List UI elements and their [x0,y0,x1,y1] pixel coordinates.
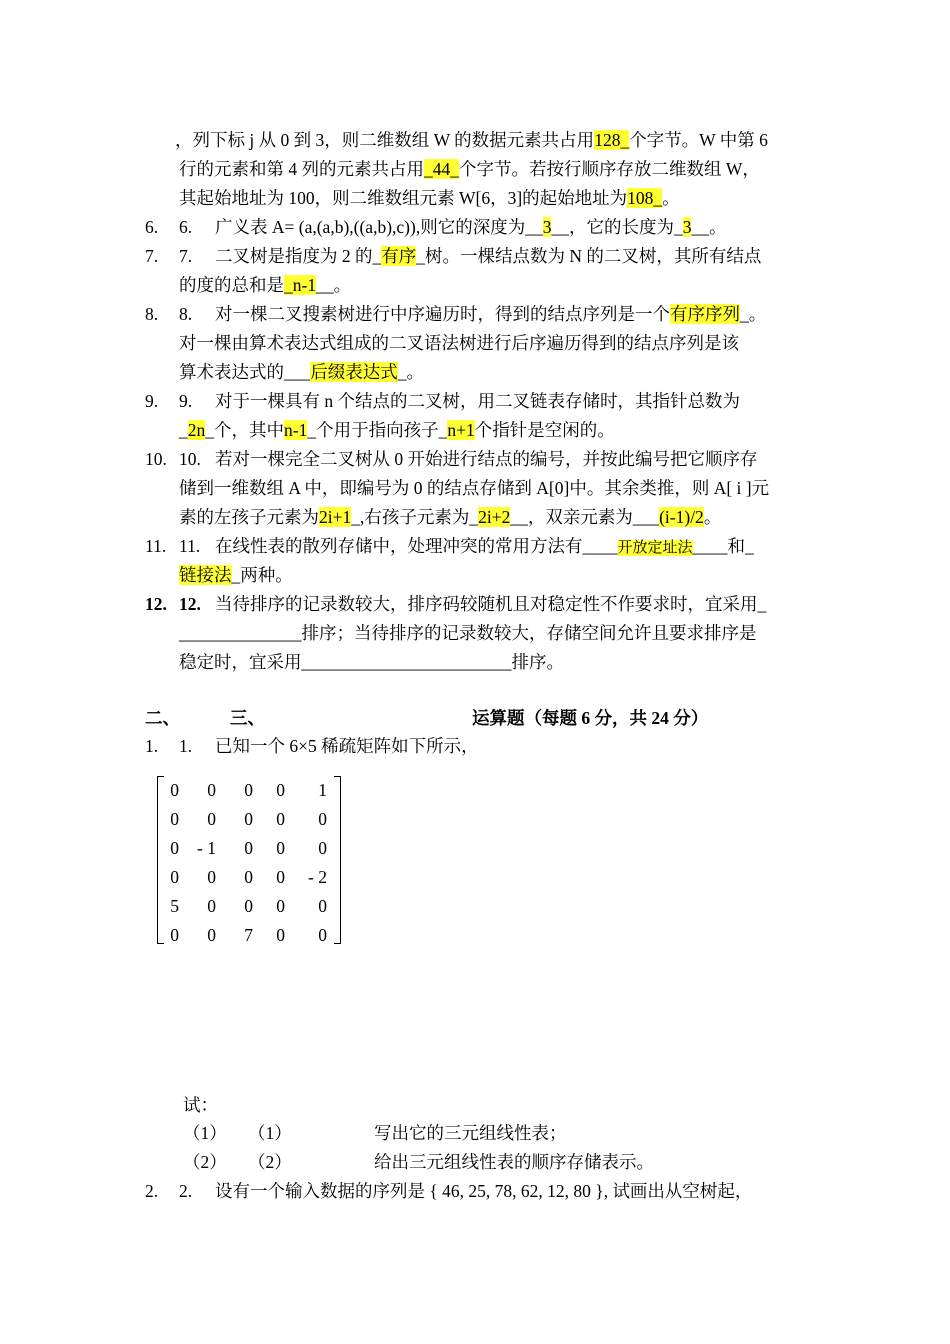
q5-line-3 [179,184,680,212]
q11-number: 11. [145,536,167,556]
q10-text-5: __，双亲元素为___ [510,507,660,527]
p2-number-inner: 2. [179,1181,193,1201]
matrix-cell: 0 [276,925,285,945]
q5-text-4: 个字节。若按行顺序存放二维数组 W， [459,159,760,179]
answer-right-child: 2i+2 [478,507,511,527]
q8-text-1: 对一棵二叉搜素树进行中序遍历时，得到的结点序列是一个 [215,304,670,324]
answer-length: 3 [682,217,692,237]
q8-line-2: 对一棵由算术表达式组成的二叉语法树进行后序遍历得到的结点序列是该 [179,333,739,353]
matrix-cell: 0 [244,838,253,858]
matrix-cell: 0 [170,867,179,887]
q7-number: 7. [145,246,159,266]
matrix-cell: 0 [318,809,327,829]
q10-text-6: 。 [703,507,722,527]
matrix-cell: 0 [207,896,216,916]
q5-text-1: ，列下标 j 从 0 到 3，则二维数组 W 的数据元素共占用 [175,130,595,150]
matrix-cell: 0 [170,925,179,945]
q6-number-inner: 6. [179,217,193,237]
p2-number: 2. [145,1181,159,1201]
q10-text-3: 素的左孩子元素为 [179,507,319,527]
matrix-cell: 0 [318,925,327,945]
q6-text-1: 广义表 A= (a,(a,b),((a,b),c)),则它的深度为__ [215,217,543,237]
q7-text-4: __。 [316,275,352,295]
sub2-text: 给出三元组线性表的顺序存储表示。 [374,1152,654,1172]
q5-text-6: 。 [662,188,680,208]
q11-line-1 [215,532,754,562]
q10-line-3 [179,503,721,531]
answer-ordered-seq: 有序序列 [670,304,740,324]
sub1-number-inner: （1） [248,1123,292,1143]
matrix-cell: - 1 [197,838,216,858]
section-title: 运算题（每题 6 分，共 24 分） [472,708,709,728]
q12-line-1: 当待排序的记录数较大，排序码较随机且对稳定性不作要求时，宜采用_ [215,594,767,614]
q9-text-4: _个用于指向孩子_ [307,420,448,440]
q10-number: 10. [145,449,167,469]
q11-text-3: _两种。 [231,565,293,585]
q11-number-inner: 11. [179,536,201,556]
q6-text-2: __，它的长度为_ [551,217,683,237]
p2-sequence: { 46, 25, 78, 62, 12, 80 } [429,1181,604,1201]
q11-text-2: ____和_ [692,536,754,556]
q7-text-2: _树。一棵结点数为 N 的二叉树，其所有结点 [416,246,762,266]
q7-line-1 [215,242,761,270]
matrix-cell: 0 [207,867,216,887]
matrix-cell: 0 [276,780,285,800]
p1-number: 1. [145,736,159,756]
matrix-cell: 0 [318,838,327,858]
q5-text-3: 行的元素和第 4 列的元素共占用 [179,159,424,179]
matrix-cell: 0 [207,780,216,800]
sub1-text: 写出它的三元组线性表； [374,1123,567,1143]
matrix-cell: 0 [244,780,253,800]
q5-line-2 [179,155,760,183]
answer-n+1: n+1 [447,420,475,440]
matrix-cell: 7 [244,925,253,945]
answer-108: 108_ [627,188,663,208]
q11-line-2 [179,561,293,589]
q5-text-2: 个字节。W 中第 6 [629,130,768,150]
q8-number: 8. [145,304,159,324]
matrix-cell: - 2 [308,867,327,887]
matrix-cell: 1 [318,780,327,800]
q8-number-inner: 8. [179,304,193,324]
q8-line-1 [215,300,766,328]
answer-2n: 2n [187,420,206,440]
matrix-cell: 0 [244,809,253,829]
q12-line-2: ______________排序；当待排序的记录数较大，存储空间允许且要求排序是 [179,623,757,643]
p2-line [215,1177,752,1205]
answer-n-1: _n-1 [284,275,317,295]
q10-line-2: 储到一维数组 A 中，即编号为 0 的结点存储到 A[0]中。其余类推，则 A[ i ]元 [179,478,770,498]
sub2-number: （2） [183,1152,227,1172]
matrix-cell: 0 [170,780,179,800]
q8-text-2: _。 [740,304,767,324]
matrix-cell: 0 [207,925,216,945]
q7-text-3: 的度的总和是 [179,275,284,295]
matrix-cell: 0 [244,896,253,916]
q8-line-3 [179,358,424,386]
q8-text-5: _。 [397,362,424,382]
q8-text-4: 算术表达式的___ [179,362,311,382]
answer-chaining: 链接法 [179,565,232,585]
q7-line-2 [179,271,351,299]
p1-number-inner: 1. [179,736,193,756]
q11-text-1: 在线性表的散列存储中，处理冲突的常用方法有____ [215,536,618,556]
matrix-cell: 0 [276,838,285,858]
answer-n-1-children: n-1 [284,420,308,440]
matrix-cell: 5 [170,896,179,916]
sub1-number: （1） [183,1123,227,1143]
matrix-cell: 0 [276,809,285,829]
q9-text-2: _ [179,420,188,440]
matrix-cell: 0 [170,809,179,829]
p1-text: 已知一个 6×5 稀疏矩阵如下所示， [215,736,479,756]
q12-number-inner: 12. [179,594,201,614]
matrix-cell: 0 [276,867,285,887]
answer-parent: (i-1)/2 [659,507,704,527]
matrix-right-bracket [334,776,341,944]
q10-line-1: 若对一棵完全二叉树从 0 开始进行结点的编号，并按此编号把它顺序存 [215,449,758,469]
try-label: 试： [183,1095,218,1115]
q5-line-1 [175,126,768,154]
answer-ordered: 有序 [381,246,417,266]
answer-44: _44_ [424,159,459,179]
q6-line [215,213,726,241]
matrix-cell: 0 [276,896,285,916]
q9-number: 9. [145,391,159,411]
matrix-cell: 0 [244,867,253,887]
q9-number-inner: 9. [179,391,193,411]
answer-left-child: 2i+1 [319,507,352,527]
q6-number: 6. [145,217,159,237]
q7-text-1: 二叉树是指度为 2 的_ [215,246,382,266]
answer-postfix: 后缀表达式 [310,362,398,382]
p2-text-2: , 试画出从空树起， [603,1181,753,1201]
matrix-cell: 0 [207,809,216,829]
q9-line-2 [179,416,615,444]
q12-line-3: 稳定时，宜采用________________________排序。 [179,652,564,672]
section-number-3: 三、 [230,708,265,728]
sub2-number-inner: （2） [248,1152,292,1172]
q10-number-inner: 10. [179,449,201,469]
sparse-matrix [157,770,341,946]
q5-text-5: 其起始地址为 100，则二维数组元素 W[6，3]的起始地址为 [179,188,628,208]
q10-text-4: _,右孩子元素为_ [351,507,479,527]
answer-depth: 3 [542,217,552,237]
q12-number: 12. [145,594,167,614]
answer-128: 128_ [594,130,630,150]
q9-line-1: 对于一棵具有 n 个结点的二叉树，用二叉链表存储时，其指针总数为 [215,391,740,411]
q9-text-3: _个，其中 [205,420,284,440]
matrix-cell: 0 [170,838,179,858]
section-number-2: 二、 [145,708,180,728]
q6-text-3: __。 [691,217,727,237]
q7-number-inner: 7. [179,246,193,266]
matrix-cell: 0 [318,896,327,916]
answer-open-addressing: 开放定址法 [617,540,693,556]
p2-text-1: 设有一个输入数据的序列是 [215,1181,425,1201]
q9-text-5: 个指针是空闲的。 [474,420,615,440]
